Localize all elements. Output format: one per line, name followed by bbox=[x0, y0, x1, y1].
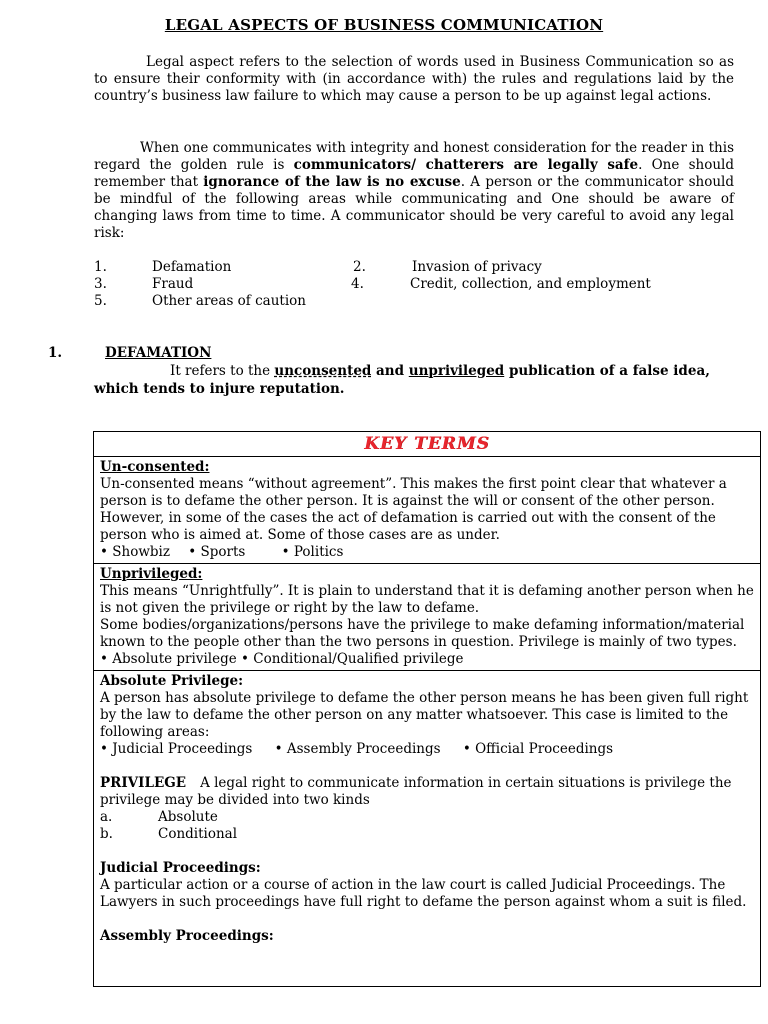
bullet-item: • Politics bbox=[281, 544, 344, 560]
key-terms-table bbox=[93, 431, 761, 987]
area-label: Invasion of privacy bbox=[412, 259, 542, 275]
bullet-item: • Official Proceedings bbox=[462, 741, 614, 757]
privilege-definition bbox=[100, 775, 754, 809]
absolute-term: Absolute Privilege: bbox=[100, 673, 244, 689]
unprivileged-text-1: This means “Unrightfully”. It is plain to understand that it is defaming another person when he is not given the privilege or right by the law to defame. bbox=[100, 583, 754, 616]
area-item-4 bbox=[351, 276, 651, 293]
unprivileged-cell bbox=[94, 564, 760, 671]
def-unconsented: unconsented bbox=[274, 363, 372, 379]
defamation-definition bbox=[94, 362, 734, 398]
area-label: Fraud bbox=[152, 276, 194, 292]
intro-p2-a: When one communicates with integrity and honest consideration for the reader in this regard the golden rule is bbox=[94, 140, 734, 173]
def-c: and bbox=[371, 363, 409, 379]
intro-p1-text: Legal aspect refers to the selection of words used in Business Communication so as to ensure their conformity with (in accordance with) the rules and regulations laid by the country’s business law failure to which may cause a person to be up against legal actions. bbox=[94, 54, 734, 104]
unprivileged-term: Unprivileged: bbox=[100, 566, 203, 582]
area-num: 1. bbox=[94, 259, 107, 275]
def-a: It refers to the bbox=[170, 363, 275, 379]
privilege-term: PRIVILEGE bbox=[100, 775, 187, 791]
intro-paragraph-2 bbox=[94, 140, 734, 242]
area-item-2 bbox=[353, 259, 542, 276]
unconsented-cell bbox=[94, 457, 760, 564]
intro-paragraph-1 bbox=[94, 54, 734, 105]
judicial-term: Judicial Proceedings: bbox=[100, 860, 261, 876]
area-item-5 bbox=[94, 293, 306, 310]
absolute-text: A person has absolute privilege to defame the other person means he has been given full right by the law to defame the other person on any matter whatsoever. This case is limited to the following areas: bbox=[100, 690, 749, 740]
area-num: 2. bbox=[353, 259, 366, 275]
unprivileged-bullets: • Absolute privilege • Conditional/Qualified privilege bbox=[100, 651, 464, 667]
bullet-item: • Sports bbox=[188, 544, 246, 560]
privilege-kind-b: b. Conditional bbox=[100, 826, 238, 842]
bullet-item: • Assembly Proceedings bbox=[274, 741, 441, 757]
assembly-term: Assembly Proceedings: bbox=[100, 928, 274, 944]
area-item-3 bbox=[94, 276, 194, 293]
unconsented-bullets bbox=[100, 544, 754, 561]
golden-rule-text: communicators/ chatterers are legally safe bbox=[293, 157, 639, 173]
unconsented-term: Un-consented: bbox=[100, 459, 210, 475]
section-heading: DEFAMATION bbox=[105, 345, 212, 361]
bullet-item: • Judicial Proceedings bbox=[100, 741, 253, 757]
judicial-text: A particular action or a course of action in the law court is called Judicial Proceedings. The Lawyers in such proceedings have full right to defame the person against whom a suit is filed. bbox=[100, 877, 747, 910]
unprivileged-text-2: Some bodies/organizations/persons have the privilege to make defaming information/material known to the people other than the two persons in question. Privilege is mainly of two types. bbox=[100, 617, 745, 650]
area-num: 3. bbox=[94, 276, 107, 292]
privilege-kind-a: a. Absolute bbox=[100, 809, 218, 825]
absolute-bullets bbox=[100, 741, 754, 758]
area-label: Other areas of caution bbox=[152, 293, 306, 309]
unconsented-text: Un-consented means “without agreement”. This makes the first point clear that whatever a person is to defame the other person. It is against the will or consent of the other person. However, in some of the cases the act of defamation is carried out with the consent of the person who is aimed at. Some of those cases are as under. bbox=[100, 476, 727, 543]
document-title: LEGAL ASPECTS OF BUSINESS COMMUNICATION bbox=[164, 16, 604, 34]
section-number: 1. bbox=[48, 345, 63, 361]
key-terms-heading: KEY TERMS bbox=[94, 432, 760, 457]
area-label: Credit, collection, and employment bbox=[410, 276, 651, 292]
def-unprivileged: unprivileged bbox=[408, 363, 505, 379]
area-label: Defamation bbox=[152, 259, 232, 275]
privilege-text: A legal right to communicate information in certain situations is privilege the privilege may be divided into two kinds bbox=[100, 775, 732, 808]
bullet-item: • Showbiz bbox=[100, 544, 170, 560]
intro-p2-e: . A person or the communicator should be mindful of the following areas while communicating and One should be aware of changing laws from time to time. A communicator should be very careful to avoid any legal risk: bbox=[94, 174, 734, 241]
law-excuse-text: ignorance of the law is no excuse bbox=[203, 174, 461, 190]
area-num: 5. bbox=[94, 293, 107, 309]
area-num: 4. bbox=[351, 276, 364, 292]
area-item-1 bbox=[94, 259, 232, 276]
def-e: publication of a false idea, which tends to injure reputation. bbox=[94, 363, 710, 397]
intro-p2-c: . One should remember that bbox=[94, 157, 734, 190]
absolute-privilege-cell bbox=[94, 671, 760, 947]
